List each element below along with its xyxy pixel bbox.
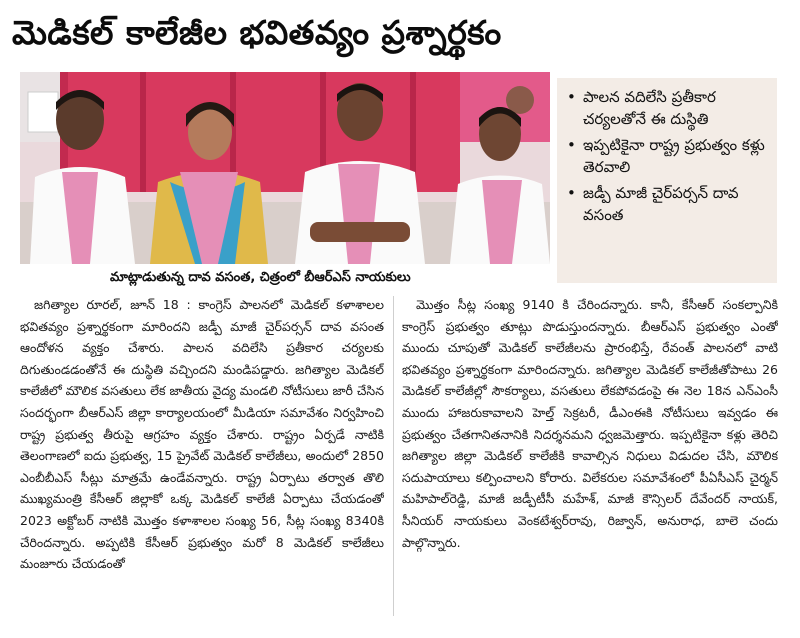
bullet-icon: •: [567, 136, 576, 154]
article-text: జగిత్యాల రూరల్, జూన్ 18 : కాంగ్రెస్ పాలనలో మెడికల్ కళాశాలల భవితవ్యం ప్రశ్నార్థకంగా మారిందని జడ్పీ మాజీ చైర్‌పర్సన్ దావ వసంత ఆందోళన వ్యక్తం చేశారు. పాలన వదిలేసి ప్రతీకార చర్యలకు దిగుతుండడంతోనే ఈ దుస్థితి వచ్చిందని మండిపడ్డారు. జగిత్యాల మెడికల్ కాలేజీలో మౌలిక వసతులు లేక జాతీయ వైద్య మండలి నోటీసులు జారీ చేసిన సందర్భంగా బీఆర్ఎస్ జిల్లా కార్యాలయంలో మీడియా సమావేశం నిర్వహించి రాష్ట్ర ప్రభుత్వ తీరుపై ఆగ్రహం వ్యక్తం చేశారు. రాష్ట్రం ఏర్పడే నాటికి తెలంగాణలో ఐదు ప్రభుత్వ, 15 ప్రైవేట్ మెడికల్ కాలేజీలు, అందులో 2850 ఎంబీబీఎస్ సీట్లు మాత్రమే ఉండేవన్నారు. రాష్ట్ర ఏర్పాటు తర్వాత తొలి ముఖ్యమంత్రి కేసీఆర్ జిల్లాకో ఒక్క మెడికల్ కాలేజీ ఏర్పాటు చేయడంతో 2023 అక్టోబర్ నాటికి మొత్తం కళాశాలల సంఖ్య 56, సీట్ల సంఖ్య 8340కి చేరిందన్నారు. అప్పటికి కేసీఆర్ ప్రభుత్వం మరో 8 మెడికల్ కాలేజీలు మంజూరు చేయడంతో: [20, 297, 384, 572]
bullet-icon: •: [567, 88, 576, 106]
article-column-right: [402, 294, 778, 624]
highlights-box: [557, 78, 777, 283]
column-divider: [393, 296, 394, 616]
photo-caption: మాట్లాడుతున్న దావ వసంత, చిత్రంలో బీఆర్ఎస్ నాయకులు: [110, 270, 411, 285]
highlight-text: పాలన వదిలేసి ప్రతీకార చర్యలతోనే ఈ దుస్థితి: [583, 88, 716, 128]
highlight-text: ఇప్పటికైనా రాష్ట్ర ప్రభుత్వం కళ్లు తెరవాలి: [583, 136, 765, 176]
highlight-point: [565, 134, 769, 178]
headline: మెడికల్ కాలేజీల భవితవ్యం ప్రశ్నార్థకం: [12, 13, 502, 52]
highlight-point: [565, 182, 769, 226]
news-photo: [20, 72, 550, 264]
bullet-icon: •: [567, 184, 576, 202]
article-column-left: [20, 294, 384, 634]
highlight-point: [565, 86, 769, 130]
article-text: మొత్తం సీట్ల సంఖ్య 9140 కి చేరిందన్నారు. కానీ, కేసీఆర్ సంకల్పానికి కాంగ్రెస్ ప్రభుత్వం తూట్లు పొడుస్తుందన్నారు. బీఆర్ఎస్ ప్రభుత్వం ఎంతో ముందు చూపుతో మెడికల్ కాలేజీలను ప్రారంభిస్తే, రేవంత్ పాలనలో వాటి భవితవ్యం ప్రశ్నార్థకంగా మారిందన్నారు. జగిత్యాల మెడికల్ కాలేజీతోపాటు 26 మెడికల్ కాలేజీల్లో సౌకర్యాలు, వసతులు లేకపోవడంపై ఈ నెల 18న ఎన్ఎంసీ ముందు హాజరుకావాలని హెల్త్ సెక్రటరీ, డీఎంఈకి నోటీసులు ఇవ్వడం ఈ ప్రభుత్వం చేతగానితనానికి నిదర్శనమని ధ్వజమెత్తారు. ఇప్పటికైనా కళ్లు తెరిచి జగిత్యాల జిల్లా మెడికల్ కాలేజీకి కావాల్సిన నిధులు విడుదల చేసి, మౌలిక సదుపాయాలు కల్పించాలని కోరారు. విలేకరుల సమావేశంలో పీఏసీఎస్ చైర్మన్ మహిపాల్‌రెడ్డి, మాజీ జడ్పీటీసీ మహేశ్, మాజీ కౌన్సిలర్ దేవేందర్ నాయక్, సీనియర్ నాయకులు వెంకటేశ్వర్‌రావు, రిజ్వాన్, అనురాధ, బాలె చందు పాల్గొన్నారు.: [402, 297, 778, 550]
highlight-text: జడ్పీ మాజీ చైర్‌పర్సన్ దావ వసంత: [583, 184, 739, 224]
